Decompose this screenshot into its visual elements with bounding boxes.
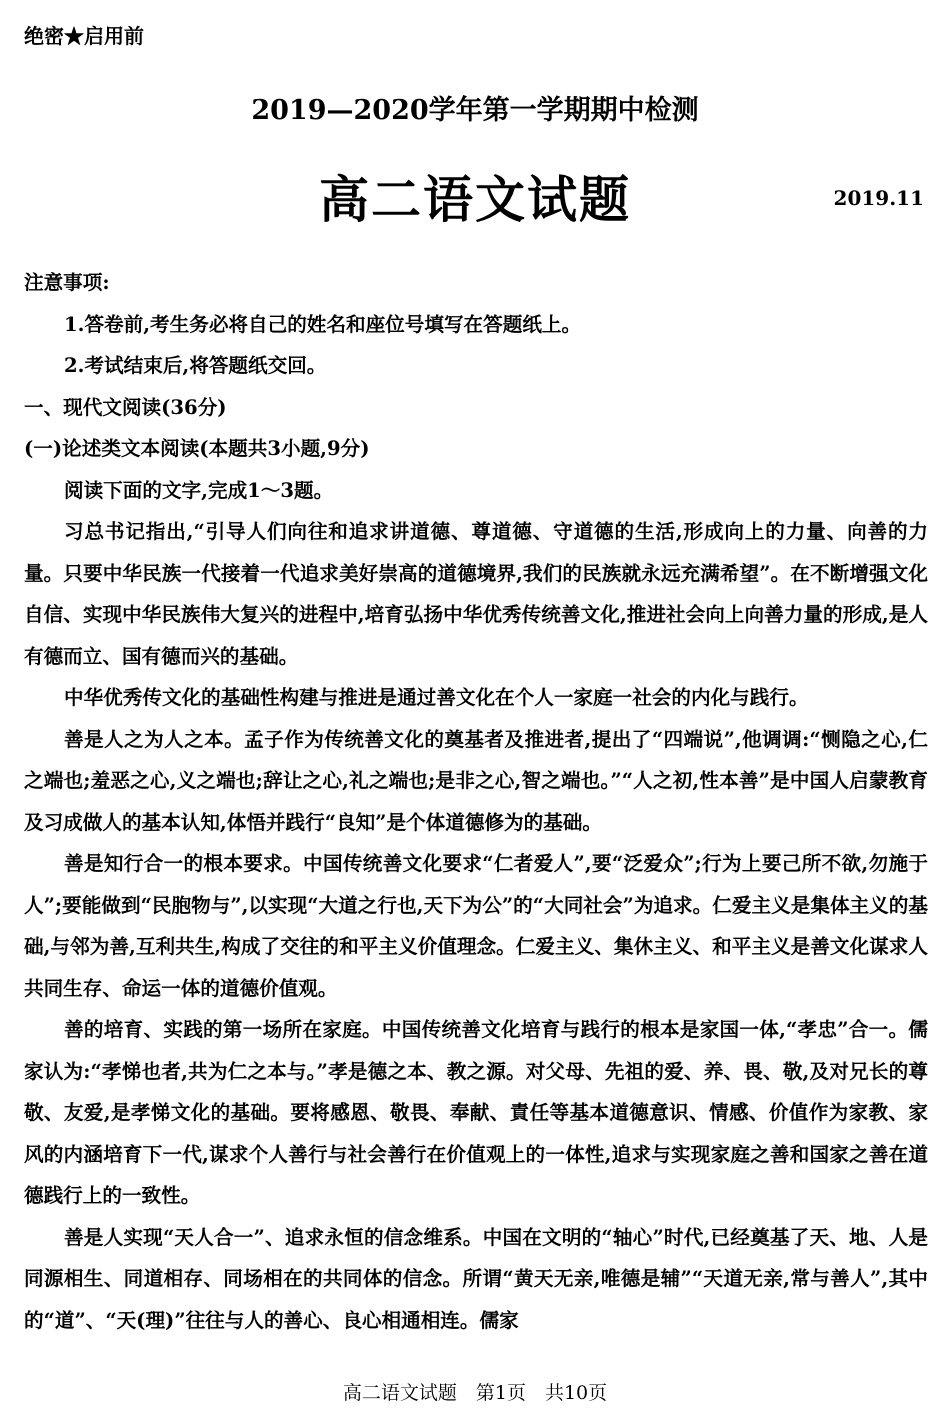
passage-paragraph: 善是人实现“天人合一”、追求永恒的信念维系。中国在文明的“轴心”时代,已经奠基了天、地、人是同源相生、同道相存、同场相在的共同体的信念。所谓“黄天无亲,唯德是辅”“天道无亲,常与善人”,其中的“道”、“天(理)”往往与人的善心、良心相通相连。儒家 (24, 1225, 928, 1332)
passage-paragraph: 习总书记指出,“引导人们向往和追求讲道德、尊道德、守道德的生活,形成向上的力量、向善的力量。只要中华民族一代接着一代追求美好崇高的道德境界,我们的民族就永远充满希望”。在不断增强文化自信、实现中华民族伟大复兴的进程中,培育弘扬中华优秀传统善文化,推进社会向上向善力量的形成,是人有德而立、国有德而兴的基础。 (24, 520, 928, 668)
notice-item: 1.答卷前,考生务必将自己的姓名和座位号填写在答题纸上。 (64, 312, 582, 336)
notice-heading: 注意事项: (24, 271, 110, 294)
exam-content (24, 262, 928, 1341)
reading-instruction: 阅读下面的文字,完成1～3题。 (64, 478, 334, 502)
confidential-label: 绝密★启用前 (24, 24, 144, 48)
section-heading: 一、现代文阅读(36分) (24, 395, 227, 419)
passage-paragraph: 中华优秀传文化的基础性构建与推进是通过善文化在个人一家庭一社会的内化与践行。 (64, 686, 809, 709)
subsection-heading: (一)论述类文本阅读(本题共3小题,9分) (24, 437, 370, 460)
exam-date: 2019.11 (833, 186, 924, 210)
page-footer: 高二语文试题 第1页 共10页 (342, 1382, 608, 1404)
passage-paragraph: 善的培育、实践的第一场所在家庭。中国传统善文化培育与践行的根本是家国一体,“孝忠”合一。儒家认为:“孝悌也者,共为仁之本与。”孝是德之本、教之源。对父母、先祖的爱、养、畏、敬,及对兄长的尊敬、友爱,是孝悌文化的基础。要将感恩、敬畏、奉献、責任等基本道德意识、情感、价值作为家教、家风的内涵培育下一代,谋求个人善行与社会善行在价值观上的一体性,追求与实现家庭之善和国家之善在道德践行上的一致性。 (24, 1018, 928, 1207)
notice-item: 2.考试结束后,将答题纸交回。 (64, 354, 327, 377)
passage-paragraph: 善是人之为人之本。孟子作为传统善文化的奠基者及推进者,提出了“四端说”,他调调:“恻隐之心,仁之端也;羞恶之心,义之端也;辞让之心,礼之端也;是非之心,智之端也。”“人之初,性本善”是中国人启蒙教育及习成做人的基本认知,体悟并践行“良知”是个体道德修为的基础。 (24, 727, 928, 834)
subject-title: 高二语文试题 (319, 170, 631, 229)
passage-paragraph: 善是知行合一的根本要求。中国传统善文化要求“仁者爱人”,要“泛爱众”;行为上要己所不欲,勿施于人”;要能做到“民胞物与”,以实现“大道之行也,天下为公”的“大同社会”为追求。仁爱主义是集体主义的基础,与邻为善,互利共生,构成了交往的和平主义价值理念。仁爱主义、集休主义、和平主义是善文化谋求人共同生存、命运一体的道德价值观。 (24, 852, 928, 1000)
exam-title: 2019—2020学年第一学期期中检测 (251, 95, 699, 126)
